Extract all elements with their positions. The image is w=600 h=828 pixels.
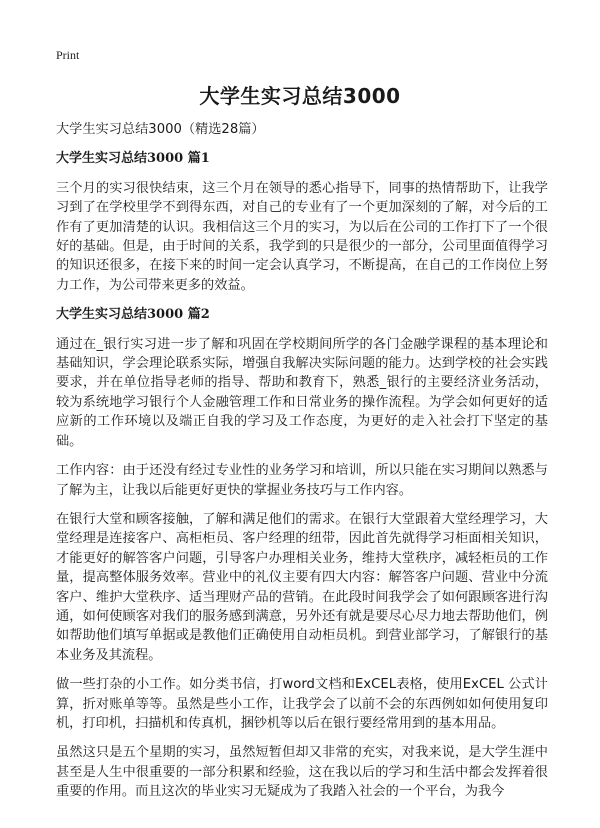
section-2-paragraph-3: 在银行大堂和顾客接触，了解和满足他们的需求。在银行大堂跟着大堂经理学习，大堂经理是连接客户、高柜柜员、客户经理的纽带，因此首先就得学习柜面相关知识，才能更好的解答客户问题，引导客户办理相关业务，维持大堂秩序，减轻柜员的工作量，提高整体服务效率。营业中的礼仪主要有四大内容：解答客户问题、营业中分流客户、维护大堂秩序、适当理财产品的营销。在此段时间我学会了如何跟顾客进行沟通，如何使顾客对我们的服务感到满意，另外还有就是要尽心尽力地去帮助他们，例如帮助他们填写单据或是教他们正确使用自动柜员机。到营业部学习，了解银行的基本业务及其流程。 bbox=[56, 511, 548, 663]
section-1-heading: 大学生实习总结3000 篇1 bbox=[56, 151, 210, 167]
section-2-paragraph-2: 工作内容：由于还没有经过专业性的业务学习和培训，所以只能在实习期间以熟悉与了解为主，让我以后能更好更快的掌握业务技巧与工作内容。 bbox=[56, 463, 548, 498]
section-2-paragraph-5: 虽然这只是五个星期的实习，虽然短暂但却又非常的充实，对我来说，是大学生涯中甚至是人生中很重要的一部分积累和经验，这在我以后的学习和生活中都会发挥着很重要的作用。而且这次的毕业实习无疑成为了我踏入社会的一个平台，为我今 bbox=[56, 745, 548, 800]
section-2-heading: 大学生实习总结3000 篇2 bbox=[56, 307, 210, 323]
section-1-paragraph: 三个月的实习很快结束，这三个月在领导的悉心指导下，同事的热情帮助下，让我学习到了在学校里学不到得东西，对自己的专业有了一个更加深刻的了解，对今后的工作有了更加清楚的认识。我相信这三个月的实习，为以后在公司的工作打下了一个很好的基础。但是，由于时间的关系，我学到的只是很少的一部分，公司里面值得学习的知识还很多，在接下来的时间一定会认真学习，不断提高，在自己的工作岗位上努力工作，为公司带来更多的效益。 bbox=[56, 180, 548, 293]
section-2-paragraph-4: 做一些打杂的小工作。如分类书信，打word文档和ExCEL表格，使用ExCEL 公式计算，折对账单等等。虽然是些小工作，让我学会了以前不会的东西例如如何使用复印机，打印机，扫描机和传真机，捆钞机等以后在银行要经常用到的基本用品。 bbox=[56, 677, 548, 731]
print-label: Print bbox=[56, 48, 80, 62]
document-title: 大学生实习总结3000 bbox=[199, 84, 401, 108]
section-2-paragraph-1: 通过在_银行实习进一步了解和巩固在学校期间所学的各门金融学课程的基本理论和基础知识，学会理论联系实际，增强自我解决实际问题的能力。达到学校的社会实践要求，并在单位指导老师的指导、帮助和教育下，熟悉_银行的主要经济业务活动，较为系统地学习银行个人金融管理工作和日常业务的操作流程。为学会如何更好的适应新的工作环境以及端正自我的学习及工作态度，为更好的走入社会打下坚定的基础。 bbox=[56, 336, 548, 449]
document-subtitle: 大学生实习总结3000（精选28篇） bbox=[56, 122, 265, 137]
document-body bbox=[56, 120, 548, 812]
